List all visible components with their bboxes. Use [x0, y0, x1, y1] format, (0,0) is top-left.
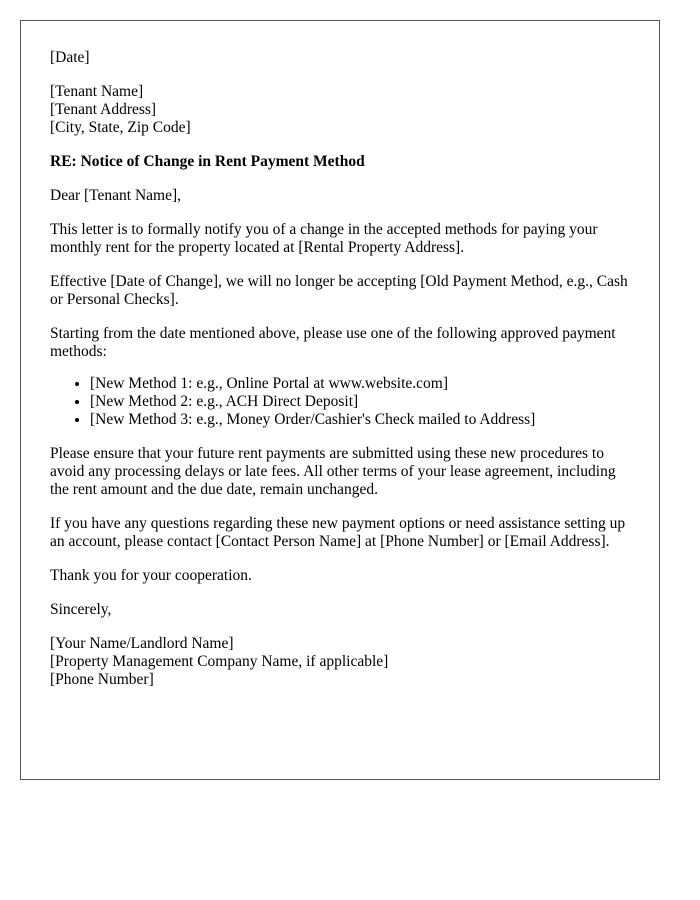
- payment-method-item: • [New Method 2: e.g., ACH Direct Deposit]: [90, 393, 635, 411]
- signature-phone: [Phone Number]: [50, 671, 154, 688]
- paragraph-questions: If you have any questions regarding these new payment options or need assistance setting up an account, please contact [Contact Person Name] at [Phone Number] or [Email Address].: [50, 515, 626, 550]
- signature-block: [50, 635, 635, 689]
- letter-subject: RE: Notice of Change in Rent Payment Method: [50, 153, 365, 170]
- recipient-city-state-zip: [City, State, Zip Code]: [50, 119, 191, 136]
- salutation: Dear [Tenant Name],: [50, 187, 182, 204]
- paragraph-ensure: Please ensure that your future rent payments are submitted using these new procedures to avoid any processing delays or late fees. All other terms of your lease agreement, including the rent amount and the due date, remain unchanged.: [50, 445, 616, 498]
- paragraph-intro: This letter is to formally notify you of a change in the accepted methods for paying your monthly rent for the property located at [Rental Property Address].: [50, 221, 598, 256]
- paragraph-thanks: Thank you for your cooperation.: [50, 567, 252, 584]
- paragraph-effective: Effective [Date of Change], we will no longer be accepting [Old Payment Method, e.g., Cash or Personal Checks].: [50, 273, 628, 308]
- payment-methods-list: [50, 375, 635, 429]
- letter-date: [Date]: [50, 49, 90, 66]
- payment-method-item: • [New Method 1: e.g., Online Portal at www.website.com]: [90, 375, 635, 393]
- recipient-name: [Tenant Name]: [50, 83, 144, 100]
- letter-page: [20, 20, 660, 780]
- letter-body: [50, 49, 635, 705]
- signature-name: [Your Name/Landlord Name]: [50, 635, 234, 652]
- recipient-address: [Tenant Address]: [50, 101, 157, 118]
- recipient-address-block: [50, 83, 635, 137]
- payment-method-item: • [New Method 3: e.g., Money Order/Cashier's Check mailed to Address]: [90, 411, 635, 429]
- paragraph-starting: Starting from the date mentioned above, please use one of the following approved payment methods:: [50, 325, 616, 360]
- closing: Sincerely,: [50, 601, 112, 618]
- signature-company: [Property Management Company Name, if applicable]: [50, 653, 389, 670]
